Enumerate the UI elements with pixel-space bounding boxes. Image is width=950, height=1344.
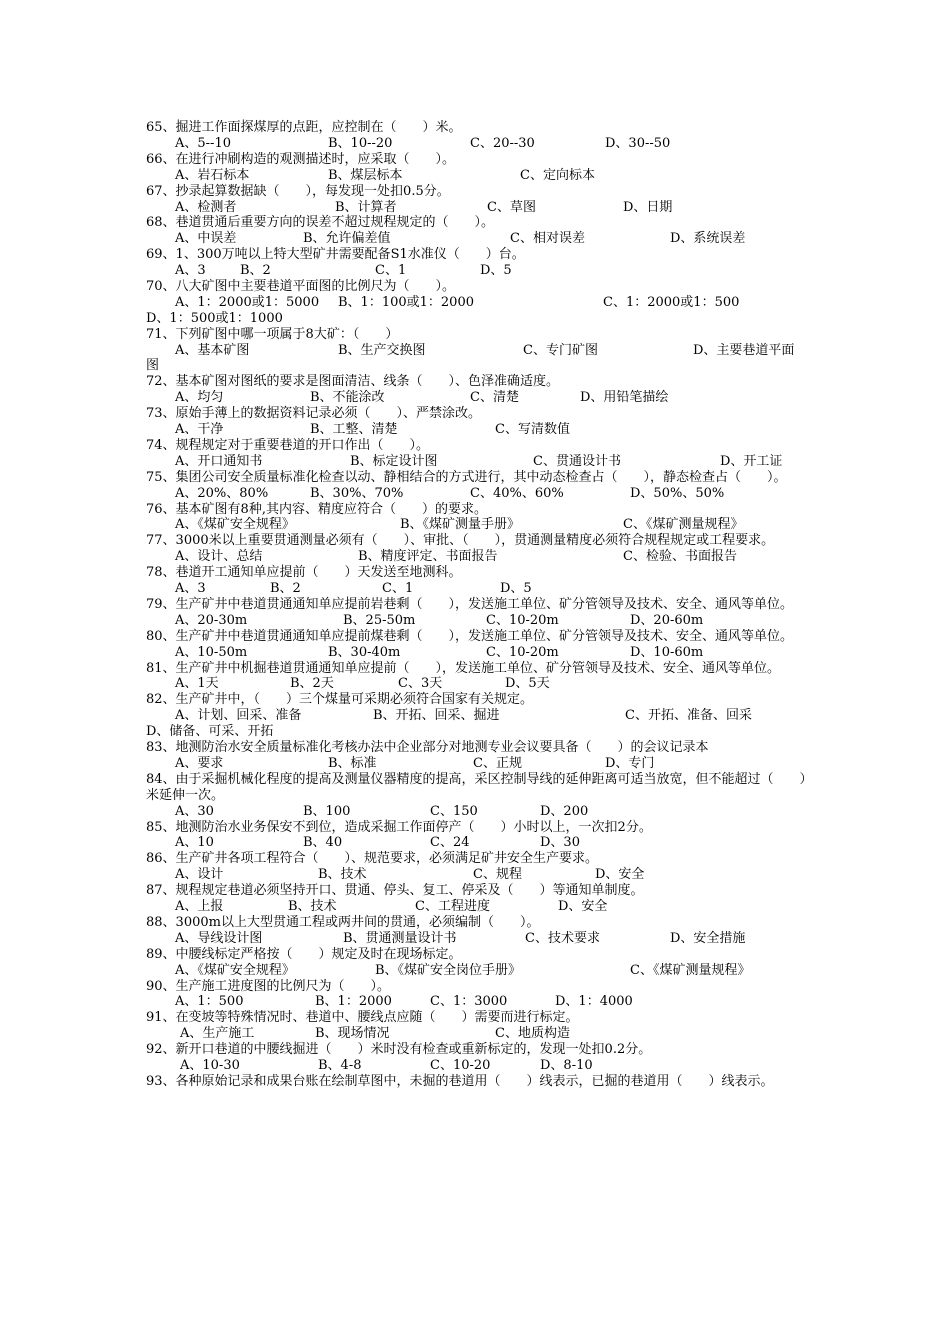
options-line (146, 486, 810, 502)
question-text: 85、地测防治水业务保安不到位，造成采掘工作面停产（ ）小时以上，一次扣2分。 (146, 819, 652, 835)
option-a: A、岩石标本 (175, 167, 250, 183)
option-a: A、生产施工 (180, 1026, 255, 1042)
option-d: D、安全 (595, 867, 645, 883)
question-item (146, 661, 810, 693)
option-d: D、20-60m (630, 612, 704, 628)
option-c: C、检验、书面报告 (623, 549, 737, 565)
question-item (146, 915, 810, 947)
option-a: A、导线设计图 (175, 930, 263, 946)
option-a: A、《煤矿安全规程》 (175, 962, 295, 978)
question-text: 93、各种原始记录和成果台账在绘制草图中，未掘的巷道用（ ）线表示，已掘的巷道用（ ）线表示。 (146, 1073, 774, 1089)
option-c: C、40%、60% (470, 485, 564, 501)
question-item (146, 152, 810, 184)
option-b: B、30-40m (328, 644, 401, 660)
question-text: 73、原始手薄上的数据资料记录必须（ ）、严禁涂改。 (146, 406, 482, 422)
question-item (146, 438, 810, 470)
question-text: 75、集团公司安全质量标准化检查以动、静相结合的方式进行，其中动态检查占（ ），静态检查占（ ）。 (146, 469, 787, 485)
option-c: C、正规 (473, 755, 522, 771)
question-text: 67、抄录起算数据缺（ ），每发现一处扣0.5分。 (146, 183, 450, 199)
options-line (146, 613, 810, 629)
option-a: A、干净 (175, 422, 224, 438)
option-c: C、《煤矿测量规程》 (623, 517, 744, 533)
option-c: C、10-20 (430, 1058, 491, 1074)
options-line (146, 963, 810, 979)
option-a: A、设计 (175, 867, 224, 883)
question-text: 78、巷道开工通知单应提前（ ）天发送至地测科。 (146, 565, 462, 581)
option-a: A、设计、总结 (175, 549, 263, 565)
question-text: 66、在进行冲刷构造的观测描述时，应采取（ ）。 (146, 151, 456, 167)
option-b: B、10--20 (328, 135, 393, 151)
options-line (146, 263, 810, 279)
option-d: D、30 (540, 835, 580, 851)
question-item (146, 692, 810, 740)
option-overflow: D、1：500或1：1000 (146, 310, 283, 326)
option-a: A、《煤矿安全规程》 (175, 517, 295, 533)
option-a: A、中误差 (175, 231, 237, 247)
question-item (146, 327, 810, 375)
option-a: A、20%、80% (175, 485, 269, 501)
question-text: 72、基本矿图对图纸的要求是图面清洁、线条（ ）、色泽准确适度。 (146, 374, 560, 390)
option-b: B、贯通测量设计书 (343, 930, 457, 946)
question-item (146, 740, 810, 772)
question-item (146, 772, 810, 820)
document-body (146, 120, 810, 1090)
question-item (146, 120, 810, 152)
question-item (146, 374, 810, 406)
options-line (146, 343, 810, 359)
option-b: B、现场情况 (315, 1026, 390, 1042)
question-text: 76、基本矿图有8种,其内容、精度应符合（ ）的要求。 (146, 501, 487, 517)
question-text: 69、1、300万吨以上特大型矿井需要配备S1水准仪（ ）台。 (146, 247, 525, 263)
option-c: C、技术要求 (525, 930, 600, 946)
option-c: C、定向标本 (520, 167, 595, 183)
options-line (146, 756, 810, 772)
option-b: B、《煤矿安全岗位手册》 (375, 962, 522, 978)
options-line (146, 136, 810, 152)
option-c: C、1：2000或1：500 (603, 294, 740, 310)
option-b: B、精度评定、书面报告 (358, 549, 498, 565)
options-line (146, 454, 810, 470)
option-d: D、安全措施 (670, 930, 746, 946)
option-d: D、30--50 (605, 135, 671, 151)
option-b: B、《煤矿测量手册》 (400, 517, 521, 533)
options-line (146, 390, 810, 406)
option-c: C、专门矿图 (523, 342, 598, 358)
option-b: B、技术 (318, 867, 367, 883)
question-item (146, 215, 810, 247)
option-c: C、150 (430, 803, 478, 819)
option-a: A、20-30m (175, 612, 248, 628)
question-text: 86、生产矿井各项工程符合（ ）、规范要求，必须满足矿井安全生产要求。 (146, 851, 599, 867)
question-text: 65、掘进工作面探煤厚的点距，应控制在（ ）米。 (146, 120, 462, 135)
option-d: D、50%、50% (630, 485, 725, 501)
option-c: C、草图 (487, 199, 536, 215)
question-item (146, 470, 810, 502)
option-a: A、3 (175, 581, 206, 597)
option-a: A、要求 (175, 755, 224, 771)
option-b: B、100 (303, 803, 351, 819)
question-text: 90、生产施工进度图的比例尺为（ ）。 (146, 978, 391, 994)
option-b: B、开拓、回采、掘进 (373, 708, 500, 724)
option-a: A、上报 (175, 899, 224, 915)
option-b: B、允许偏差值 (303, 231, 391, 247)
question-item (146, 597, 810, 629)
options-line (146, 676, 810, 692)
question-text: 82、生产矿井中，（ ）三个煤量可采期必须符合国家有关规定。 (146, 692, 534, 708)
option-c: C、清楚 (470, 390, 519, 406)
question-text: 70、八大矿图中主要巷道平面图的比例尺为（ ）。 (146, 278, 456, 294)
option-b: B、技术 (288, 899, 337, 915)
question-text: 80、生产矿井中巷道贯通通知单应提前煤巷剩（ ），发送施工单位、矿分管领导及技术、安全、通风等单位。 (146, 628, 794, 644)
options-line (146, 517, 810, 533)
option-d: D、系统误差 (670, 231, 746, 247)
option-b: B、生产交换图 (338, 342, 426, 358)
question-text: 87、规程规定巷道必须坚持开口、贯通、停头、复工、停采及（ ）等通知单制度。 (146, 883, 644, 899)
options-line (146, 200, 810, 216)
option-b: B、2 (240, 263, 271, 279)
option-c: C、相对误差 (510, 231, 585, 247)
options-line (146, 708, 810, 724)
option-d: D、安全 (558, 899, 608, 915)
option-b: B、计算者 (335, 199, 397, 215)
question-item (146, 533, 810, 565)
question-item (146, 851, 810, 883)
option-b: B、标准 (328, 755, 377, 771)
question-item (146, 406, 810, 438)
options-line (146, 168, 810, 184)
option-b: B、不能涂改 (310, 390, 385, 406)
question-item (146, 247, 810, 279)
question-item (146, 947, 810, 979)
question-text: 81、生产矿井中机掘巷道贯通通知单应提前（ ），发送施工单位、矿分管领导及技术、安全、通风等单位。 (146, 660, 781, 676)
option-c: C、《煤矿测量规程》 (630, 962, 751, 978)
question-item (146, 1010, 810, 1042)
option-a: A、1天 (175, 676, 219, 692)
option-c: C、1：3000 (430, 994, 508, 1010)
options-line (146, 835, 810, 851)
option-a: A、10-50m (175, 644, 248, 660)
option-d: D、主要巷道平面 (693, 342, 795, 358)
option-a: A、计划、回采、准备 (175, 708, 302, 724)
question-item (146, 1042, 810, 1074)
question-text: 77、3000米以上重要贯通测量必须有（ ）、审批、（ ），贯通测量精度必须符合规程规定或工程要求。 (146, 533, 775, 549)
options-line (146, 295, 810, 311)
option-d: D、200 (540, 803, 589, 819)
question-text: 88、3000m以上大型贯通工程或两井间的贯通，必须编制（ ）。 (146, 914, 540, 930)
option-d: D、1：4000 (555, 994, 633, 1010)
option-a: A、3 (175, 263, 206, 279)
question-item (146, 979, 810, 1011)
option-b: B、工整、清楚 (310, 422, 398, 438)
option-c: C、写清数值 (495, 422, 570, 438)
option-a: A、开口通知书 (175, 453, 263, 469)
option-c: C、地质构造 (495, 1026, 570, 1042)
option-c: C、10-20m (486, 644, 559, 660)
option-c: C、开拓、准备、回采 (625, 708, 752, 724)
question-item (146, 883, 810, 915)
option-d: D、5 (480, 263, 512, 279)
question-text: 84、由于采掘机械化程度的提高及测量仪器精度的提高，采区控制导线的延伸距离可适当放宽，但不能超过（ ）米延伸一次。 (146, 771, 807, 803)
options-line (146, 645, 810, 661)
question-item (146, 820, 810, 852)
option-overflow: D、储备、可采、开拓 (146, 724, 274, 740)
option-a: A、均匀 (175, 390, 224, 406)
options-line (146, 581, 810, 597)
option-d: D、用铅笔描绘 (580, 390, 669, 406)
option-b: B、1：2000 (315, 994, 392, 1010)
option-c: C、24 (430, 835, 470, 851)
options-line (146, 804, 810, 820)
question-item (146, 565, 810, 597)
options-line (146, 899, 810, 915)
option-overflow: 图 (146, 358, 160, 374)
option-d: D、8-10 (540, 1058, 593, 1074)
question-item (146, 279, 810, 327)
question-text: 83、地测防治水安全质量标准化考核办法中企业部分对地测专业会议要具备（ ）的会议记录本 (146, 740, 709, 756)
option-b: B、25-50m (343, 612, 416, 628)
question-text: 71、下列矿图中哪一项属于8大矿：（ ） (146, 326, 399, 342)
options-line (146, 931, 810, 947)
question-text: 74、规程规定对于重要巷道的开口作出（ ）。 (146, 437, 430, 453)
options-line (146, 422, 810, 438)
option-c: C、20--30 (470, 135, 535, 151)
option-b: B、4-8 (318, 1058, 362, 1074)
option-d: D、5天 (505, 676, 550, 692)
question-item (146, 1074, 810, 1090)
option-c: C、10-20m (486, 612, 559, 628)
option-a: A、10-30 (180, 1058, 240, 1074)
option-a: A、基本矿图 (175, 342, 250, 358)
option-d: D、5 (500, 581, 532, 597)
option-b: B、40 (303, 835, 343, 851)
option-c: C、规程 (473, 867, 522, 883)
option-c: C、1 (375, 263, 407, 279)
option-c: C、工程进度 (415, 899, 490, 915)
question-text: 91、在变坡等特殊情况时、巷道中、腰线点应随（ ）需要而进行标定。 (146, 1010, 579, 1026)
question-item (146, 629, 810, 661)
option-d: D、10-60m (630, 644, 704, 660)
option-a: A、1：500 (175, 994, 244, 1010)
option-b: B、2天 (290, 676, 334, 692)
question-text: 92、新开口巷道的中腰线掘进（ ）米时没有检查或重新标定的，发现一处扣0.2分。 (146, 1042, 652, 1058)
option-c: C、贯通设计书 (533, 453, 621, 469)
option-a: A、检测者 (175, 199, 237, 215)
option-c: C、3天 (398, 676, 443, 692)
options-line (146, 549, 810, 565)
option-c: C、1 (382, 581, 414, 597)
options-line (146, 1026, 810, 1042)
option-a: A、10 (175, 835, 214, 851)
option-b: B、煤层标本 (328, 167, 403, 183)
options-line (146, 1058, 810, 1074)
option-a: A、30 (175, 803, 214, 819)
question-text: 68、巷道贯通后重要方向的误差不超过规程规定的（ ）。 (146, 215, 495, 231)
question-text: 89、中腰线标定严格按（ ）规定及时在现场标定。 (146, 946, 462, 962)
options-line (146, 867, 810, 883)
question-item (146, 502, 810, 534)
option-d: D、日期 (623, 199, 673, 215)
option-b: B、2 (270, 581, 301, 597)
options-line (146, 231, 810, 247)
option-d: D、开工证 (720, 453, 783, 469)
question-text: 79、生产矿井中巷道贯通通知单应提前岩巷剩（ ），发送施工单位、矿分管领导及技术、安全、通风等单位。 (146, 596, 794, 612)
option-a: A、1：2000或1：5000 (175, 294, 320, 310)
option-a: A、5--10 (175, 135, 231, 151)
option-b: B、1：100或1：2000 (338, 294, 474, 310)
option-d: D、专门 (605, 755, 655, 771)
option-b: B、30%、70% (310, 485, 404, 501)
options-line (146, 994, 810, 1010)
question-item (146, 184, 810, 216)
option-b: B、标定设计图 (350, 453, 438, 469)
